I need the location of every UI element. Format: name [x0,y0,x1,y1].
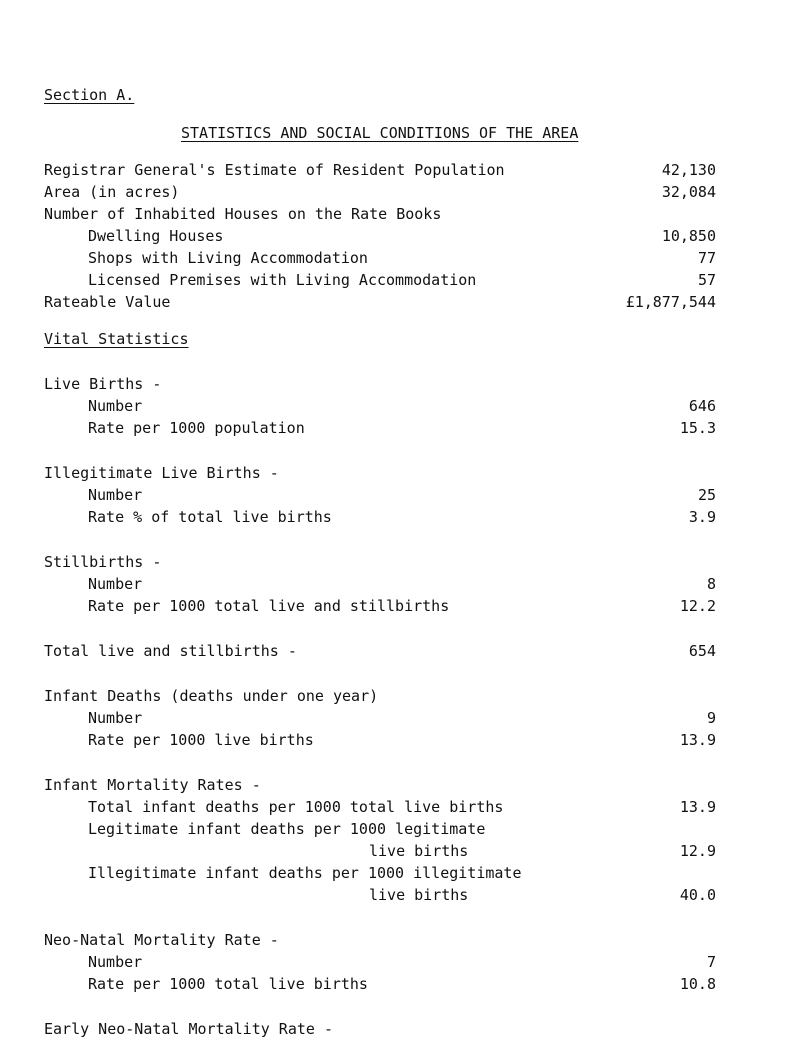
area-value: 32,084 [661,183,716,201]
total-births-label: Total live and stillbirths - [44,642,297,660]
infant-mortality-heading: Infant Mortality Rates - [44,776,261,794]
total-infant-deaths-value: 13.9 [679,798,716,816]
infant-deaths-heading: Infant Deaths (deaths under one year) [44,687,379,705]
stillbirths-rate-value: 12.2 [679,597,716,615]
infant-deaths-rate-value: 13.9 [679,731,716,749]
neonatal-heading: Neo-Natal Mortality Rate - [44,931,279,949]
shops-value: 77 [697,249,716,267]
legitimate-infant-deaths-value: 12.9 [679,842,716,860]
rateable-value-value: £1,877,544 [625,293,716,311]
neonatal-rate-value: 10.8 [679,975,716,993]
dwelling-houses-value: 10,850 [661,227,716,245]
illegitimate-infant-deaths-value: 40.0 [679,886,716,904]
illegitimate-number-value: 25 [697,486,716,504]
neonatal-rate-label: Rate per 1000 total live births [88,975,368,993]
stillbirths-number-label: Number [88,575,143,593]
live-births-rate-label: Rate per 1000 population [88,419,305,437]
area-label: Area (in acres) [44,183,180,201]
illegitimate-births-heading: Illegitimate Live Births - [44,464,279,482]
stillbirths-heading: Stillbirths - [44,553,162,571]
shops-label: Shops with Living Accommodation [88,249,368,267]
rateable-value-label: Rateable Value [44,293,171,311]
dwelling-houses-label: Dwelling Houses [88,227,224,245]
licensed-premises-value: 57 [697,271,716,289]
neonatal-number-value: 7 [706,953,716,971]
illegitimate-rate-value: 3.9 [688,508,716,526]
section-label: Section A. [44,86,135,104]
infant-deaths-rate-label: Rate per 1000 live births [88,731,314,749]
stillbirths-rate-label: Rate per 1000 total live and stillbirths [88,597,450,615]
infant-deaths-number-label: Number [88,709,143,727]
total-births-value: 654 [688,642,716,660]
illegitimate-infant-deaths-label: Illegitimate infant deaths per 1000 illegitimate [88,864,522,882]
legitimate-infant-deaths-label: Legitimate infant deaths per 1000 legitimate [88,820,486,838]
illegitimate-live-births-label: live births [369,886,469,904]
licensed-premises-label: Licensed Premises with Living Accommodation [88,271,477,289]
page-title: STATISTICS AND SOCIAL CONDITIONS OF THE AREA [181,124,579,142]
stillbirths-number-value: 8 [706,575,716,593]
live-births-number-value: 646 [688,397,716,415]
live-births-rate-value: 15.3 [679,419,716,437]
neonatal-number-label: Number [88,953,143,971]
infant-deaths-number-value: 9 [706,709,716,727]
legitimate-live-births-label: live births [369,842,469,860]
population-label: Registrar General's Estimate of Resident Population [44,161,505,179]
illegitimate-rate-label: Rate % of total live births [88,508,332,526]
population-value: 42,130 [661,161,716,179]
vital-statistics-heading: Vital Statistics [44,330,189,348]
total-infant-deaths-label: Total infant deaths per 1000 total live births [88,798,504,816]
live-births-number-label: Number [88,397,143,415]
illegitimate-number-label: Number [88,486,143,504]
early-neonatal-heading: Early Neo-Natal Mortality Rate - [44,1020,333,1038]
inhabited-houses-label: Number of Inhabited Houses on the Rate Books [44,205,442,223]
live-births-heading: Live Births - [44,375,162,393]
